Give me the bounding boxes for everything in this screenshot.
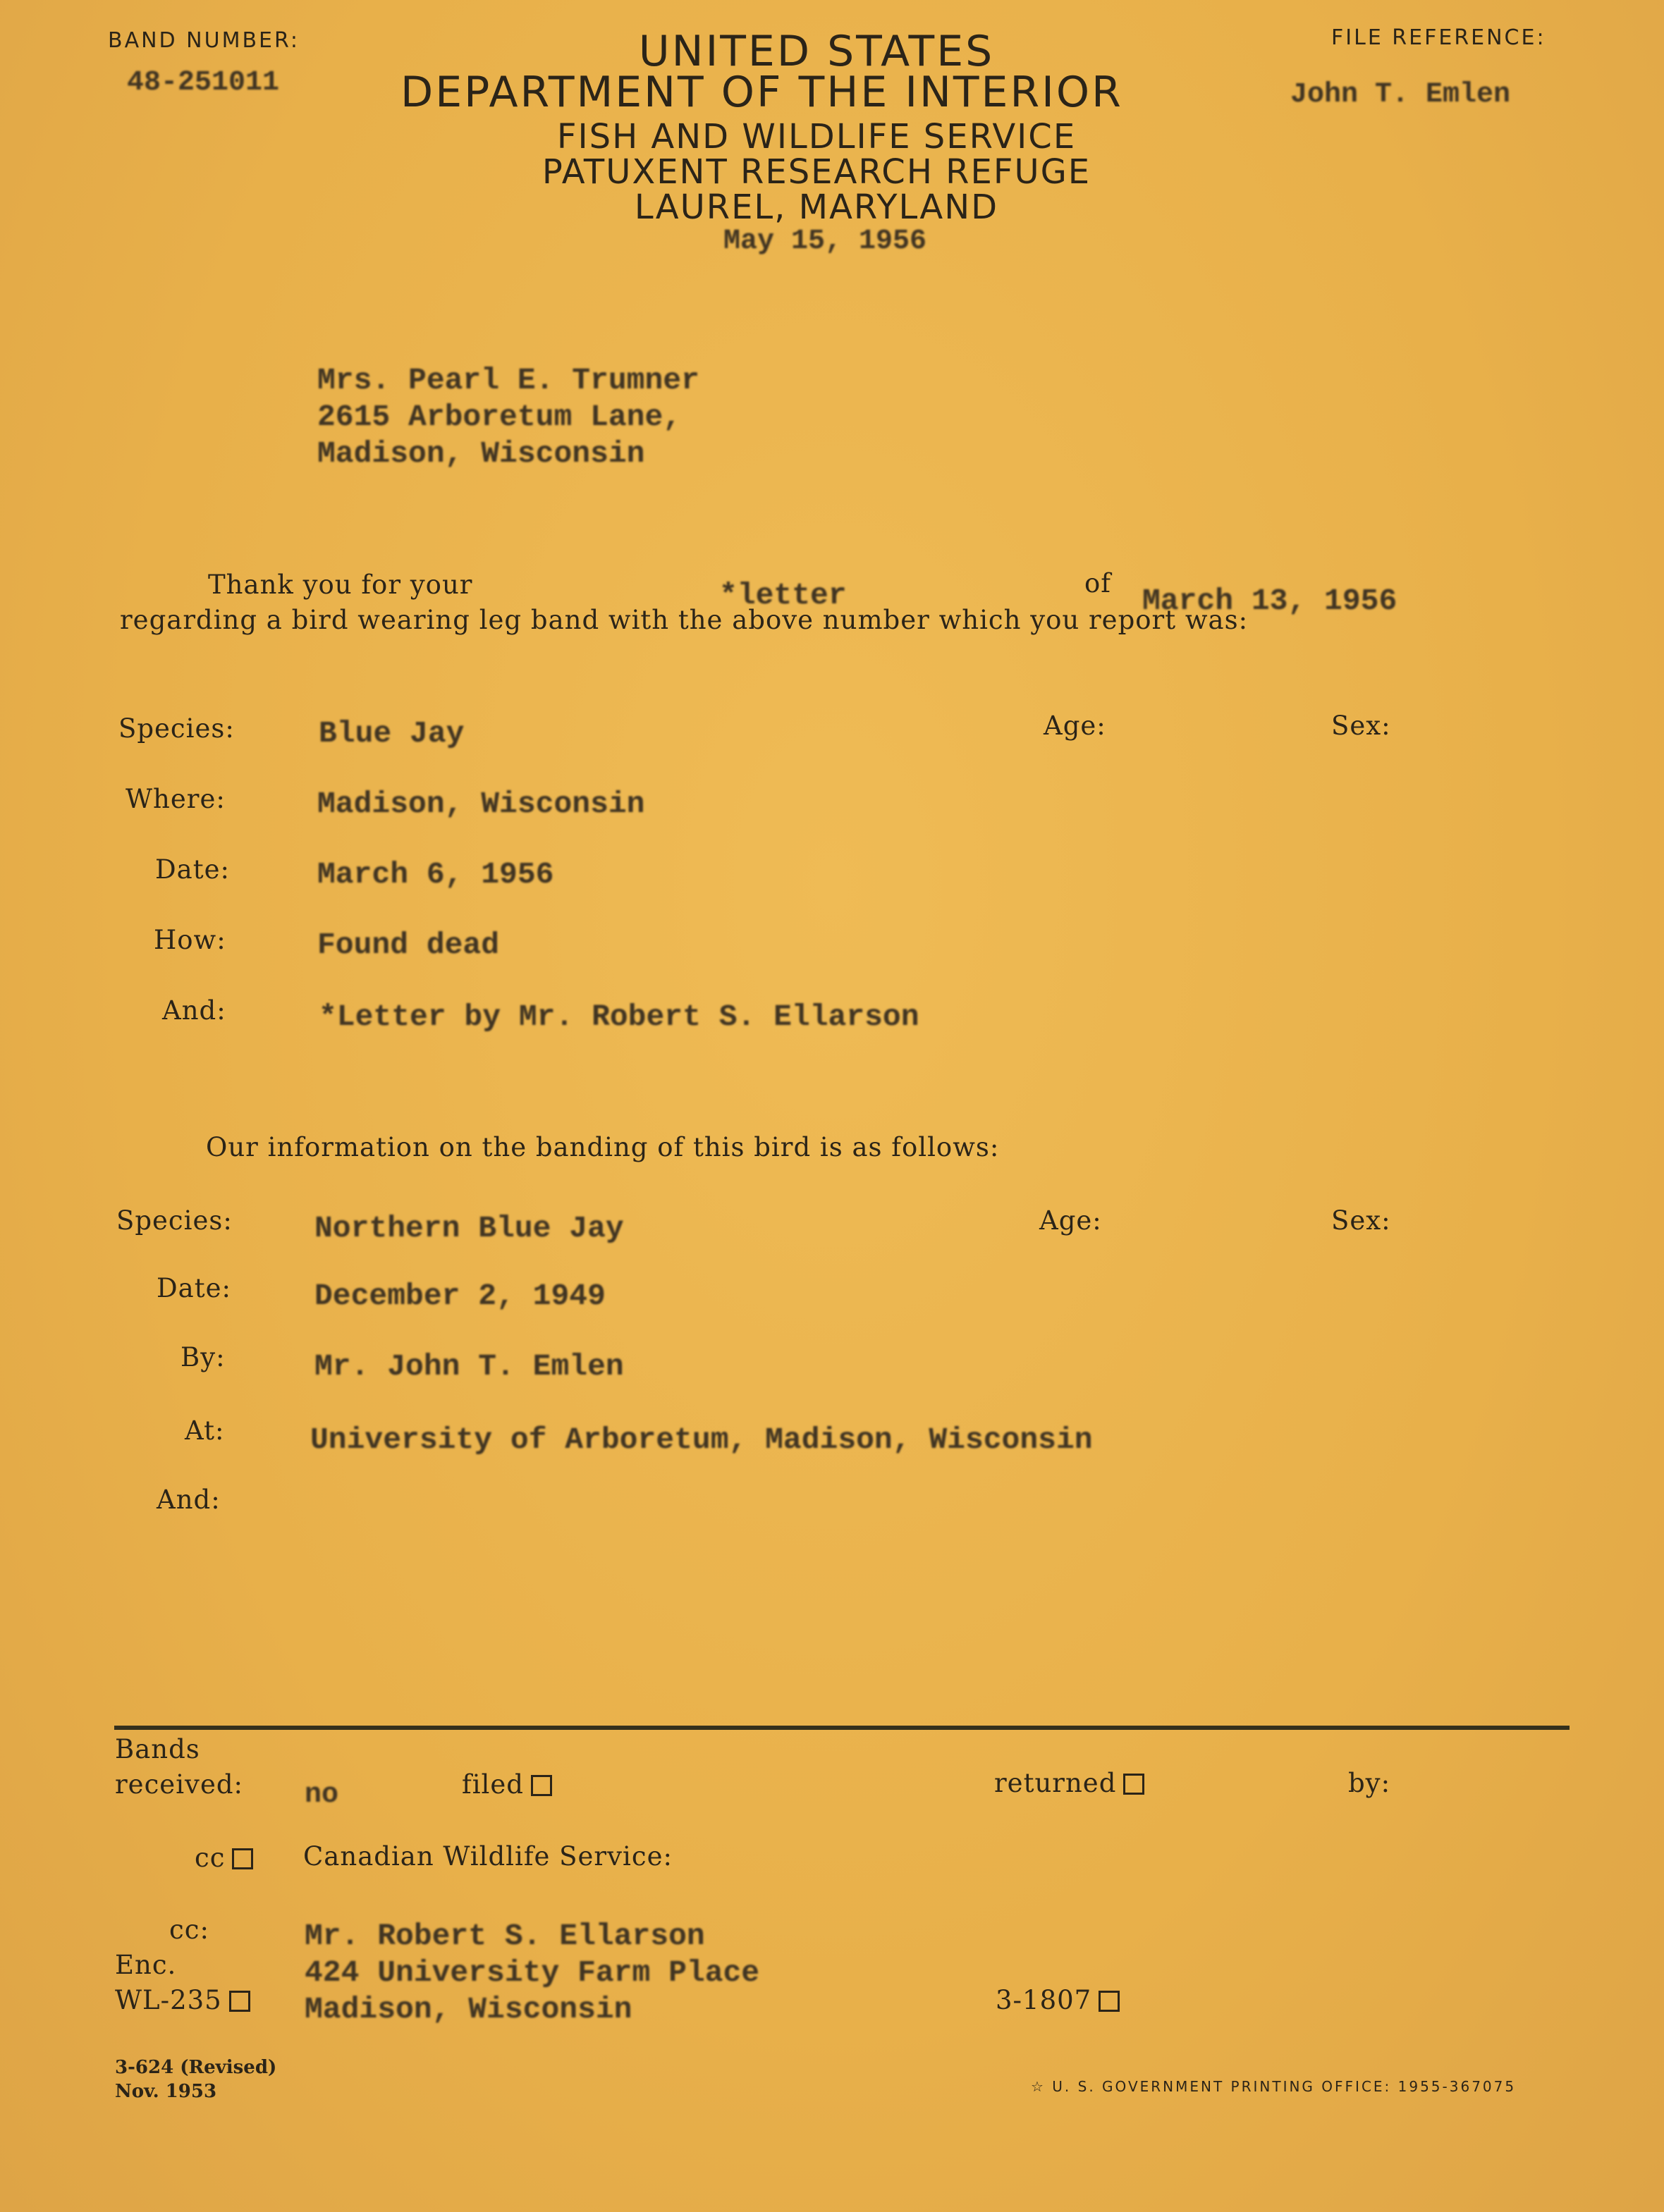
band-number-label: BAND NUMBER:: [108, 28, 300, 53]
filed-checkbox[interactable]: [531, 1775, 552, 1796]
addressee-line-3: Madison, Wisconsin: [317, 436, 645, 471]
addressee-line-2: 2615 Arboretum Lane,: [317, 400, 682, 434]
report-date-value: March 6, 1956: [317, 857, 554, 892]
returned-checkbox[interactable]: [1123, 1774, 1144, 1795]
banding-sex-label: Sex:: [1331, 1205, 1391, 1236]
wl-235-label: WL-235: [115, 1985, 222, 2015]
of-text: of: [1084, 568, 1111, 598]
report-and-value: *Letter by Mr. Robert S. Ellarson: [319, 1000, 919, 1034]
file-reference-value: John T. Emlen: [1290, 79, 1511, 111]
banding-age-label: Age:: [1039, 1205, 1102, 1236]
agency-line-1: UNITED STATES: [638, 27, 995, 76]
cc-checkbox[interactable]: [232, 1848, 253, 1869]
file-reference-label: FILE REFERENCE:: [1331, 25, 1546, 50]
report-where-value: Madison, Wisconsin: [317, 787, 645, 821]
returned-label: returned: [994, 1768, 1117, 1798]
report-date-label: Date:: [155, 854, 230, 885]
band-number-value: 48-251011: [127, 67, 280, 99]
banding-at-value: University of Arboretum, Madison, Wisconsin: [310, 1423, 1093, 1457]
banding-intro-text: Our information on the banding of this bird is as follows:: [206, 1132, 1000, 1162]
correspondence-type: *letter: [719, 578, 847, 613]
report-age-label: Age:: [1044, 711, 1106, 741]
correspondence-date: March 13, 1956: [1142, 584, 1397, 618]
cc-label: cc: [195, 1843, 226, 1873]
report-species-label: Species:: [118, 713, 235, 744]
filed-label: filed: [462, 1769, 524, 1800]
wl-235-checkbox[interactable]: [229, 1991, 250, 2012]
banding-date-label: Date:: [157, 1273, 231, 1303]
enc-label: Enc.: [115, 1950, 177, 1980]
bands-label: Bands: [115, 1734, 200, 1764]
banding-date-value: December 2, 1949: [314, 1279, 606, 1313]
agency-line-3: FISH AND WILDLIFE SERVICE: [556, 117, 1077, 156]
report-species-value: Blue Jay: [319, 716, 465, 751]
form-3-1807-option: [996, 1985, 1120, 2015]
report-and-label: And:: [162, 995, 226, 1026]
section-divider: [114, 1726, 1570, 1730]
banding-species-label: Species:: [116, 1205, 233, 1236]
report-sex-label: Sex:: [1331, 711, 1391, 741]
thank-you-text: Thank you for your: [208, 570, 473, 600]
cc-address-line-2: 424 University Farm Place: [305, 1955, 760, 1990]
returned-by-label: by:: [1348, 1768, 1391, 1798]
received-value: no: [305, 1779, 339, 1811]
received-label: received:: [115, 1769, 243, 1800]
form-number: 3-624 (Revised): [115, 2057, 277, 2078]
form-3-1807-checkbox[interactable]: [1099, 1991, 1120, 2012]
wl-235-option: [115, 1985, 250, 2015]
report-how-label: How:: [154, 925, 226, 955]
form-date: Nov. 1953: [115, 2081, 217, 2102]
banding-by-value: Mr. John T. Emlen: [314, 1349, 624, 1384]
cc-address-line-3: Madison, Wisconsin: [305, 1992, 632, 2027]
agency-line-5: LAUREL, MARYLAND: [634, 188, 999, 227]
report-where-label: Where:: [126, 784, 226, 814]
printing-office-imprint: ☆ U. S. GOVERNMENT PRINTING OFFICE: 1955-367075: [1031, 2078, 1517, 2095]
cc-address-line-1: Mr. Robert S. Ellarson: [305, 1919, 705, 1953]
canadian-wildlife-label: Canadian Wildlife Service:: [303, 1841, 673, 1872]
banding-by-label: By:: [181, 1342, 226, 1372]
form-3-1807-label: 3-1807: [996, 1985, 1092, 2015]
banding-at-label: At:: [185, 1415, 225, 1446]
agency-line-2: DEPARTMENT OF THE INTERIOR: [400, 68, 1123, 117]
report-how-value: Found dead: [317, 928, 500, 962]
cc2-label: cc:: [169, 1915, 209, 1945]
filed-option: [462, 1769, 552, 1800]
regarding-text: regarding a bird wearing leg band with the above number which you report was:: [120, 605, 1249, 635]
cc-option: [195, 1843, 253, 1873]
addressee-line-1: Mrs. Pearl E. Trumner: [317, 363, 699, 398]
banding-species-value: Northern Blue Jay: [314, 1211, 624, 1246]
letter-date: May 15, 1956: [723, 226, 927, 257]
returned-option: [994, 1768, 1144, 1798]
banding-and-label: And:: [157, 1485, 221, 1515]
agency-line-4: PATUXENT RESEARCH REFUGE: [542, 152, 1091, 192]
